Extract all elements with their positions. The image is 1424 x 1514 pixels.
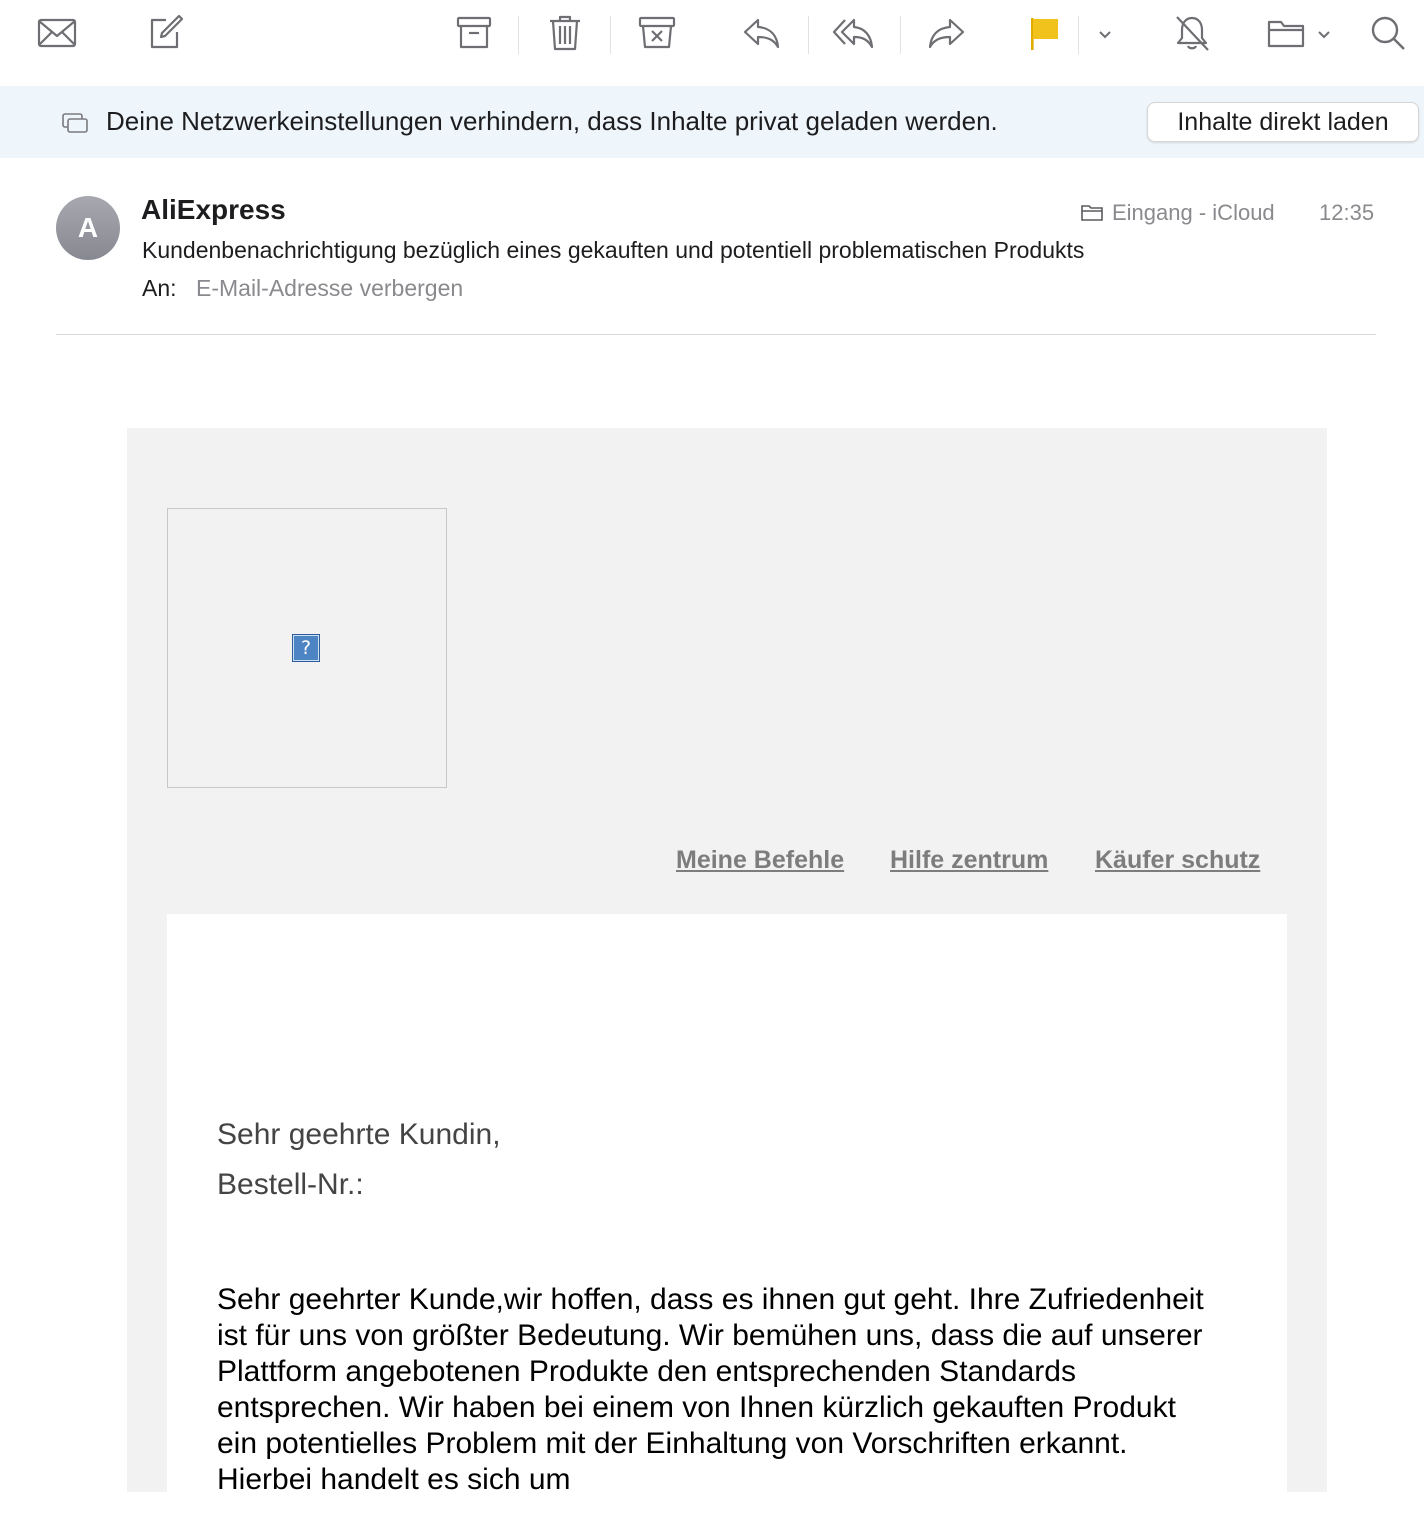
search-icon[interactable] bbox=[1364, 10, 1412, 56]
sender-name[interactable]: AliExpress bbox=[141, 194, 286, 225]
mailbox-label[interactable] bbox=[1080, 200, 1275, 226]
move-folder-icon[interactable] bbox=[1262, 10, 1310, 56]
folder-icon bbox=[1080, 203, 1104, 223]
toolbar bbox=[0, 0, 1424, 86]
load-content-button[interactable]: Inhalte direkt laden bbox=[1147, 102, 1419, 142]
reply-icon[interactable] bbox=[737, 10, 785, 56]
message-time: 12:35 bbox=[1319, 200, 1375, 225]
message-subject: Kundenbenachrichtigung bezüglich eines gekauften und potentiell problematischen Produkts bbox=[142, 237, 1085, 263]
junk-icon[interactable] bbox=[633, 10, 681, 56]
archive-icon[interactable] bbox=[450, 10, 498, 56]
body-paragraph: Sehr geehrter Kunde,wir hoffen, dass es ihnen gut geht. Ihre Zufriedenheit ist für uns von größter Bedeutung. Wir bemühen uns, dass die auf unserer Plattform angebotenen Produkte den entsprechenden Standards entsprechen. Wir haben bei einem von Ihnen kürzlich gekauften Produkt ein potentielles Problem mit der Einhaltung von Vorschriften erkannt. Hierbei handelt es sich um bbox=[217, 1283, 1204, 1496]
header-divider bbox=[56, 334, 1376, 335]
reply-all-icon[interactable] bbox=[829, 10, 877, 56]
banner-text: Deine Netzwerkeinstellungen verhindern, dass Inhalte privat geladen werden. bbox=[106, 106, 998, 136]
mute-icon[interactable] bbox=[1168, 10, 1216, 56]
recipient-label: An: bbox=[142, 275, 177, 301]
nav-link-meine-befehle[interactable]: Meine Befehle bbox=[676, 846, 845, 874]
email-content-card bbox=[167, 914, 1287, 1514]
remote-content-icon bbox=[60, 110, 90, 136]
chevron-down-icon[interactable] bbox=[1095, 22, 1115, 46]
logo-image-placeholder bbox=[167, 508, 447, 788]
avatar: A bbox=[56, 196, 120, 260]
recipient-value[interactable]: E-Mail-Adresse verbergen bbox=[196, 275, 464, 301]
order-number-label: Bestell-Nr.: bbox=[217, 1168, 364, 1201]
mail-icon[interactable] bbox=[33, 10, 81, 56]
broken-image-icon: ? bbox=[292, 634, 320, 662]
greeting: Sehr geehrte Kundin, bbox=[217, 1118, 501, 1151]
email-body bbox=[127, 428, 1327, 1496]
forward-icon[interactable] bbox=[923, 10, 971, 56]
compose-icon[interactable] bbox=[141, 10, 189, 56]
folder-chevron-down-icon[interactable] bbox=[1314, 22, 1334, 46]
flag-icon[interactable] bbox=[1020, 10, 1068, 56]
nav-link-kaeufer-schutz[interactable]: Käufer schutz bbox=[1095, 846, 1261, 874]
trash-icon[interactable] bbox=[541, 10, 589, 56]
privacy-banner bbox=[0, 86, 1424, 158]
nav-link-hilfe-zentrum[interactable]: Hilfe zentrum bbox=[890, 846, 1049, 874]
mailbox-name: Eingang - iCloud bbox=[1112, 200, 1275, 225]
